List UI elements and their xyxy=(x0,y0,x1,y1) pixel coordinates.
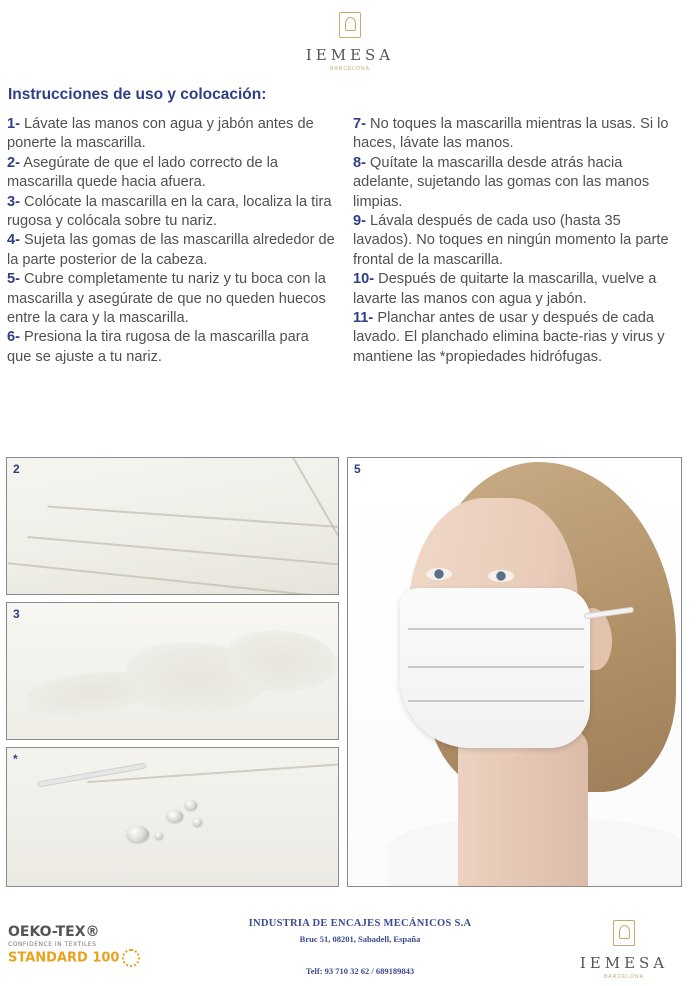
water-drop xyxy=(127,826,149,842)
water-drop xyxy=(185,800,197,810)
instructions-left-column xyxy=(7,115,337,367)
mask-fold xyxy=(408,628,584,630)
instruction-item xyxy=(353,309,683,367)
instruction-number: 1- xyxy=(7,116,20,132)
instruction-item xyxy=(7,154,337,193)
elastic-cord xyxy=(37,762,146,787)
mask-fold xyxy=(408,700,584,702)
oeko-tex-badge xyxy=(8,924,168,967)
pleat-line xyxy=(286,457,339,551)
instruction-item xyxy=(7,328,337,367)
brand-logo xyxy=(300,12,400,72)
instruction-number: 3- xyxy=(7,193,20,210)
panel-number: * xyxy=(13,752,18,766)
tree-emblem-icon xyxy=(339,12,361,38)
instruction-text: Después de quitarte la mascarilla, vuelve a lavarte las manos con agua y jabón. xyxy=(353,271,657,307)
instruction-number: 9- xyxy=(353,213,366,230)
instruction-text: Lávala después de cada uso (hasta 35 lavados). No toques en ningún momento la parte frontal de la mascarilla. xyxy=(353,213,669,268)
oeko-tex-title: OEKO-TEX® xyxy=(8,924,100,940)
instruction-item xyxy=(353,270,683,309)
rough-strip-area xyxy=(227,631,337,691)
instruction-item xyxy=(353,212,683,270)
brand-city-footer: BARCELONA xyxy=(604,974,644,980)
eye-shape xyxy=(488,570,514,582)
tree-emblem-icon xyxy=(613,920,635,946)
instruction-text: Asegúrate de que el lado correcto de la mascarilla quede hacia afuera. xyxy=(7,154,278,191)
photo-panel-woman-wearing-mask xyxy=(347,457,682,887)
pleat-line xyxy=(47,506,339,529)
instruction-item xyxy=(353,115,683,154)
face-mask-shape xyxy=(400,588,590,748)
panel-number: 2 xyxy=(13,462,20,476)
instruction-text: Presiona la tira rugosa de la mascarilla para que se ajuste a tu nariz. xyxy=(7,329,309,365)
brand-name-footer: IEMESA xyxy=(579,954,669,972)
instruction-number: 5- xyxy=(7,271,20,288)
water-drop xyxy=(193,818,202,826)
oeko-tex-standard xyxy=(8,949,168,967)
instruction-text: Lávate las manos con agua y jabón antes de ponerte la mascarilla. xyxy=(7,116,314,152)
oeko-tex-standard-text: STANDARD 100 xyxy=(8,950,120,966)
instruction-number: 8- xyxy=(353,154,366,171)
instruction-text: Quítate la mascarilla desde atrás hacia adelante, sujetando las gomas con las manos limpias. xyxy=(353,154,650,210)
instruction-item xyxy=(7,270,337,328)
company-address: Bruc 51, 08201, Sabadell, España xyxy=(299,934,421,944)
photo-panel-water-repellent xyxy=(6,747,339,887)
water-drop xyxy=(155,832,163,839)
oeko-sun-icon xyxy=(122,949,140,967)
brand-name: IEMESA xyxy=(305,46,395,64)
instruction-text: No toques la mascarilla mientras la usas. Si lo haces, lávate las manos. xyxy=(353,116,669,152)
instruction-number: 4- xyxy=(7,232,20,249)
instruction-number: 7- xyxy=(353,116,366,132)
instruction-text: Sujeta las gomas de las mascarilla alrededor de la parte posterior de la cabeza. xyxy=(7,232,335,268)
water-drop xyxy=(167,810,183,822)
instruction-item xyxy=(7,115,337,154)
pleat-line xyxy=(28,536,339,566)
eye-shape xyxy=(426,568,452,580)
pleat-line xyxy=(8,562,339,595)
instruction-item xyxy=(7,231,337,270)
instructions-right-column xyxy=(353,115,683,367)
instruction-text: Planchar antes de usar y después de cada lavado. El planchado elimina bacte-rias y virus y mantiene las *propiedades hidrófugas. xyxy=(353,310,665,365)
company-name: INDUSTRIA DE ENCAJES MECÁNICOS S.A xyxy=(248,918,472,929)
photo-panel-nose-strip xyxy=(6,602,339,740)
instruction-number: 10- xyxy=(353,271,375,288)
brand-city: BARCELONA xyxy=(330,66,370,72)
oeko-tex-tagline: CONFIDENCE IN TEXTILES xyxy=(8,941,97,948)
instruction-number: 11- xyxy=(353,310,374,327)
instruction-number: 2- xyxy=(7,154,20,171)
brand-logo-footer xyxy=(572,920,676,980)
instruction-item xyxy=(353,154,683,212)
instruction-item xyxy=(7,193,337,232)
company-phone: Telf: 93 710 32 62 / 689189843 xyxy=(305,966,415,976)
instruction-text: Colócate la mascarilla en la cara, localiza la tira rugosa y colócala sobre tu nariz. xyxy=(7,193,332,230)
instruction-text: Cubre completamente tu nariz y tu boca con la mascarilla y asegúrate de que no queden huecos entre la cara y la mascarilla. xyxy=(7,271,326,327)
instruction-number: 6- xyxy=(7,329,20,346)
mask-fold xyxy=(408,666,584,668)
page-title: Instrucciones de uso y colocación: xyxy=(8,86,267,103)
panel-number: 3 xyxy=(13,607,20,621)
photo-panel-fabric-pleats xyxy=(6,457,339,595)
panel-number: 5 xyxy=(354,462,361,476)
